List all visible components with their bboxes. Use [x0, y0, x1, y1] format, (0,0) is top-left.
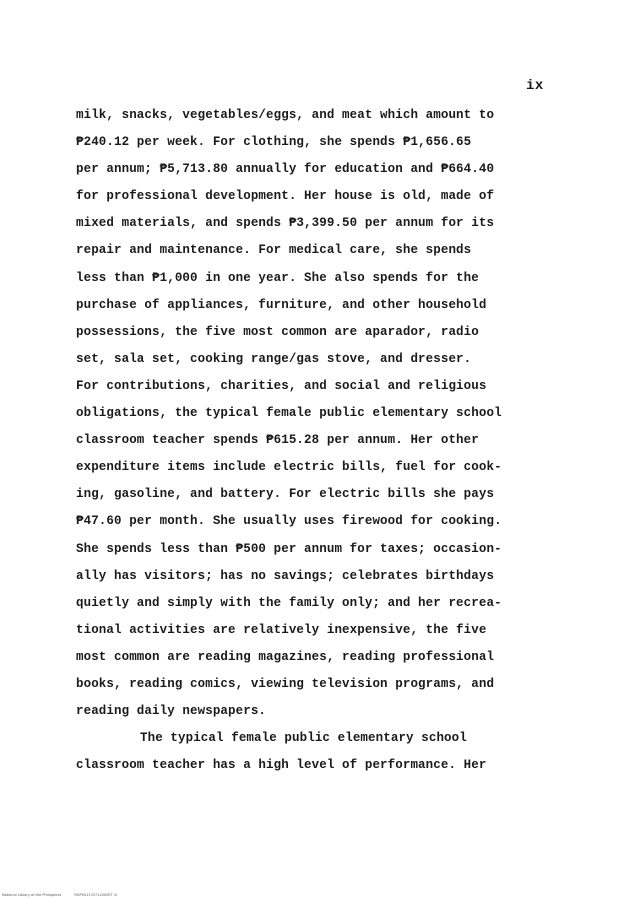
text-line: ally has visitors; has no savings; celebrates birthdays: [76, 568, 495, 583]
page-number: ix: [526, 78, 544, 94]
text-line: quietly and simply with the family only; and her recrea-: [76, 595, 502, 610]
text-line: mixed materials, and spends ₱3,399.50 per annum for its: [76, 216, 495, 231]
paragraph-start-line: The typical female public elementary school: [140, 731, 467, 746]
body-text: [76, 102, 546, 779]
text-line: milk, snacks, vegetables/eggs, and meat which amount to: [76, 108, 495, 122]
text-line: expenditure items include electric bills, fuel for cook-: [76, 460, 502, 475]
text-line: set, sala set, cooking range/gas stove, and dresser.: [76, 351, 472, 366]
text-line: tional activities are relatively inexpensive, the five: [76, 622, 487, 637]
text-line: purchase of appliances, furniture, and other household: [76, 297, 487, 312]
text-line: possessions, the five most common are aparador, radio: [76, 324, 479, 339]
text-line: obligations, the typical female public elementary school: [76, 406, 502, 421]
text-line: most common are reading magazines, reading professional: [76, 649, 495, 664]
text-line: less than ₱1,000 in one year. She also spends for the: [76, 270, 479, 285]
text-line: repair and maintenance. For medical care, she spends: [76, 243, 472, 258]
library-credit: National Library of the Philippines: [2, 893, 62, 897]
text-line: ₱240.12 per week. For clothing, she spends ₱1,656.65: [76, 135, 472, 150]
text-line: reading daily newspapers.: [76, 704, 267, 719]
text-line: ₱47.60 per month. She usually uses firewood for cooking.: [76, 514, 502, 529]
scan-code: RGP001133712000ET iii: [74, 893, 117, 897]
text-line: ing, gasoline, and battery. For electric bills she pays: [76, 487, 495, 502]
text-line: For contributions, charities, and social and religious: [76, 378, 487, 393]
text-line: classroom teacher spends ₱615.28 per annum. Her other: [76, 433, 479, 448]
text-line: classroom teacher has a high level of performance. Her: [76, 758, 487, 773]
text-line: per annum; ₱5,713.80 annually for education and ₱664.40: [76, 162, 495, 177]
text-line: She spends less than ₱500 per annum for taxes; occasion-: [76, 541, 502, 556]
text-line: for professional development. Her house is old, made of: [76, 189, 495, 204]
text-line: books, reading comics, viewing television programs, and: [76, 676, 495, 691]
scan-footer: [2, 893, 117, 897]
